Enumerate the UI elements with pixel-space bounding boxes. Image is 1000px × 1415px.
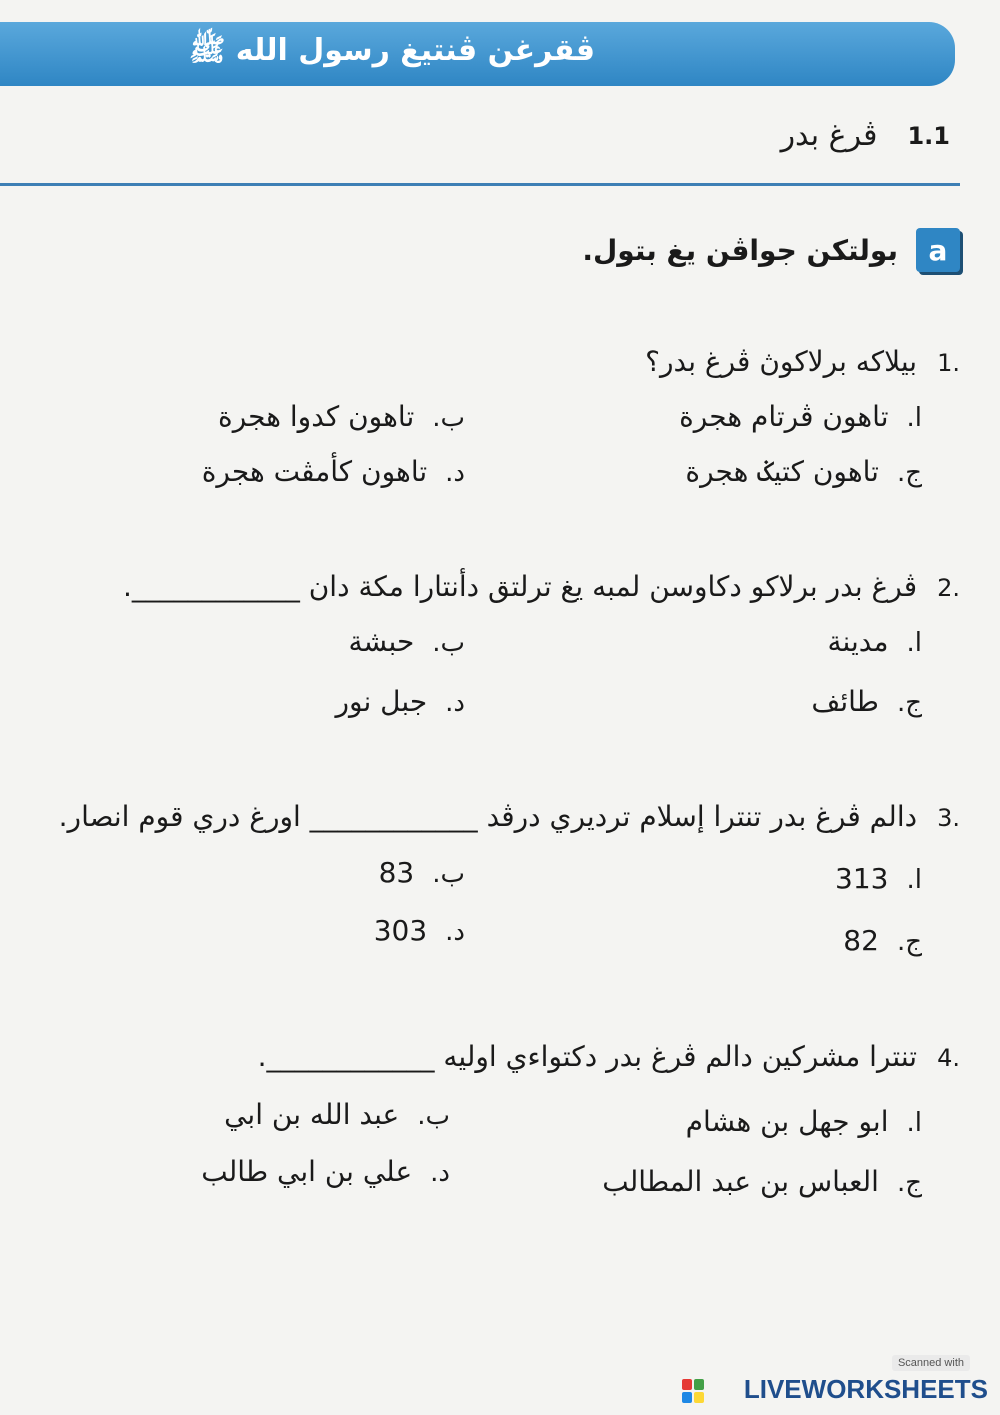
scan-note: Scanned with [892,1355,970,1371]
option-text: تاهون ڤرتام هجرة [679,400,889,433]
section-title: ڤرغ بدر [780,118,878,153]
option-letter: د. [445,917,465,947]
option-letter: ب. [432,628,465,658]
option-text: تاهون كأمڤت هجرة [201,455,428,488]
option-c[interactable] [602,1165,922,1198]
option-b[interactable] [349,625,466,658]
question-text: ڤرغ بدر برلاكو دكاوسن لمبه يغ ترلتق دأنتارا مكة دان ____________. [122,570,918,603]
option-letter: ا. [906,628,922,658]
option-a[interactable] [828,625,922,658]
question-number: 4. [937,1044,960,1072]
option-letter: د. [445,458,465,488]
liveworksheets-logo-icon [682,1379,704,1403]
section-header [781,118,950,153]
option-b[interactable] [379,856,465,889]
activity-instruction: بولتكن جواڤن يغ بتول. [582,233,898,267]
question-number: 1. [937,349,960,377]
question-number: 3. [937,804,960,832]
option-text: 83 [378,856,415,889]
option-text: 82 [843,924,879,957]
liveworksheets-brand[interactable]: LIVEWORKSHEETS [743,1374,988,1404]
option-letter: ج. [896,688,922,718]
option-text: طائف [811,685,879,718]
option-text: مدينة [827,625,889,658]
option-text: تاهون كدوا هجرة [218,400,415,433]
option-text: حبشة [348,625,415,658]
activity-badge: a [916,228,960,272]
section-divider [0,183,960,186]
question-number: 2. [937,574,960,602]
question-text: دالم ڤرغ بدر تنترا إسلام ترديري درڤد ____________ اورغ دري قوم انصار. [58,800,918,833]
option-b[interactable] [218,400,465,433]
option-letter: ج. [896,458,922,488]
chapter-banner [0,22,955,86]
option-text: علي بن ابي طالب [201,1155,413,1188]
option-d[interactable] [201,1155,450,1188]
activity-header [582,228,960,272]
option-text: تاهون كتيݢ هجرة [685,455,879,488]
option-text: 313 [835,862,889,895]
chapter-title: ڤقرغن ڤنتيغ رسول الله ﷺ [189,33,595,68]
option-letter: ج. [896,927,922,957]
option-c[interactable] [811,685,922,718]
question-1 [645,345,960,378]
option-d[interactable] [202,455,465,488]
option-a[interactable] [679,400,922,433]
question-4 [258,1040,960,1073]
option-text: ابو جهل بن هشام [685,1105,889,1138]
option-a[interactable] [835,862,922,895]
option-letter: ب. [432,403,465,433]
option-text: جبل نور [335,685,428,718]
option-d[interactable] [374,914,465,947]
option-letter: ا. [906,865,922,895]
question-3 [59,800,960,833]
option-letter: ج. [896,1168,922,1198]
option-c[interactable] [685,455,922,488]
option-letter: د. [445,688,465,718]
question-2 [123,570,960,603]
option-text: العباس بن عبد المطالب [602,1165,879,1198]
option-c[interactable] [843,924,922,957]
option-a[interactable] [686,1105,922,1138]
option-letter: د. [430,1158,450,1188]
option-b[interactable] [224,1098,450,1131]
option-text: عبد الله بن ابي [224,1098,400,1131]
question-text: تنترا مشركين دالم ڤرغ بدر دكتواءي اوليه ____________. [257,1040,918,1073]
option-letter: ب. [417,1101,450,1131]
section-number: 1.1 [907,121,950,150]
option-letter: ب. [432,859,465,889]
option-letter: ا. [906,403,922,433]
option-text: 303 [373,914,428,947]
question-text: بيلاكه برلاكوڽ ڤرغ بدر؟ [645,345,918,378]
option-letter: ا. [906,1108,922,1138]
option-d[interactable] [336,685,466,718]
